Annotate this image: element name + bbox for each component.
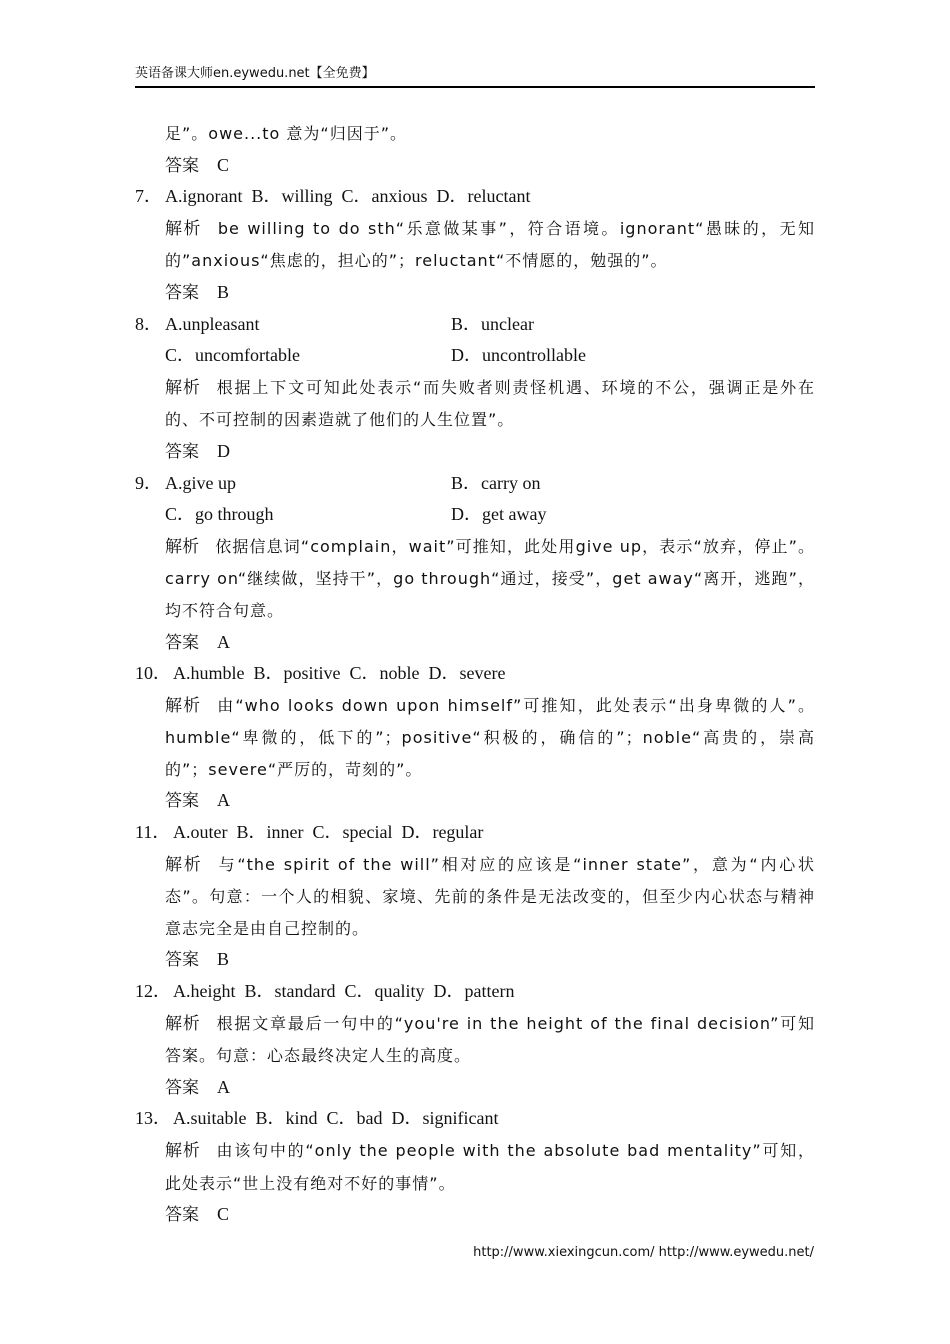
explanation-12: 解析 根据文章最后一句中的“you're in the height of the final decision”可知答案。句意：心态最终决定人生的高度。 <box>165 1013 815 1066</box>
answer-value: C <box>217 154 230 175</box>
option-d: D．get away <box>451 504 547 525</box>
answer-value: A <box>217 790 230 811</box>
question-number: 7． <box>135 186 162 207</box>
question-options: A.humble B．positive C．noble D．severe <box>173 663 506 684</box>
explanation-10: 解析 由“who looks down upon himself”可推知，此处表示“出身卑微的人”。humble“卑微的，低下的”；positive“积极的，确信的”；noble“高贵的，崇高的”；severe“严厉的，苛刻的”。 <box>165 695 815 779</box>
question-options: A.height B．standard C．quality D．pattern <box>173 981 515 1002</box>
option-a: A.give up <box>165 472 236 493</box>
question-number: 11． <box>135 822 171 843</box>
explanation-8: 解析 根据上下文可知此处表示“而失败者则责怪机遇、环境的不公，强调正是外在的、不可控制的因素造就了他们的人生位置”。 <box>165 377 815 430</box>
question-7 <box>135 181 815 213</box>
option-c: C．uncomfortable <box>165 345 300 366</box>
question-8-options-cd <box>135 340 815 372</box>
question-number: 10． <box>135 663 171 684</box>
header-text: 英语备课大师en.eywedu.net【全免费】 <box>135 66 375 81</box>
answer-value: B <box>217 281 230 302</box>
page-footer <box>473 1245 814 1260</box>
answer-9: 答案 A <box>165 631 230 653</box>
answer-13: 答案 C <box>165 1204 230 1226</box>
question-number: 9． <box>135 472 162 493</box>
question-12 <box>135 976 815 1008</box>
footer-links: http://www.xiexingcun.com/ http://www.eywedu.net/ <box>473 1245 814 1260</box>
question-options: A.outer B．inner C．special D．regular <box>173 822 484 843</box>
question-9-options-cd <box>135 499 815 531</box>
answer-12: 答案 A <box>165 1076 230 1098</box>
question-13 <box>135 1103 815 1135</box>
question-number: 12． <box>135 981 171 1002</box>
question-11 <box>135 817 815 849</box>
page-header <box>135 64 815 88</box>
option-c: C．go through <box>165 504 274 525</box>
explanation-7: 解析 be willing to do sth“乐意做某事”，符合语境。ignorant“愚昧的，无知的”anxious“焦虑的，担心的”；reluctant“不情愿的，勉强的”。 <box>165 218 815 271</box>
answer-value: B <box>217 949 230 970</box>
answer-line: 答案 C <box>165 154 230 176</box>
explanation-9: 解析 依据信息词“complain，wait”可推知，此处用give up，表示“放弃，停止”。carry on“继续做，坚持干”，go through“通过，接受”，get away“离开，逃跑”，均不符合句意。 <box>165 536 815 620</box>
answer-10: 答案 A <box>165 790 230 812</box>
answer-value: C <box>217 1204 230 1225</box>
question-options: A.suitable B．kind C．bad D．significant <box>173 1108 499 1129</box>
question-10 <box>135 658 815 690</box>
explanation-11: 解析 与“the spirit of the will”相对应的应该是“inner state”，意为“内心状态”。句意：一个人的相貌、家境、先前的条件是无法改变的，但至少内心状态与精神意志完全是由自己控制的。 <box>165 854 816 938</box>
question-8 <box>135 309 815 341</box>
option-b: B．unclear <box>451 313 534 334</box>
question-number: 8． <box>135 313 162 334</box>
question-number: 13． <box>135 1108 171 1129</box>
question-options: A.ignorant B．willing C．anxious D．reluctant <box>165 186 531 207</box>
answer-value: A <box>217 1076 230 1097</box>
explanation-13: 解析 由该句中的“only the people with the absolute bad mentality”可知，此处表示“世上没有绝对不好的事情”。 <box>165 1141 815 1193</box>
option-a: A.unpleasant <box>165 313 260 334</box>
answer-value: A <box>217 631 230 652</box>
document-body <box>135 118 815 1231</box>
question-9 <box>135 468 815 500</box>
explanation-continuation: 足”。owe...to 意为“归因于”。 <box>165 124 407 143</box>
answer-7: 答案 B <box>165 281 230 303</box>
option-b: B．carry on <box>451 472 541 493</box>
answer-value: D <box>217 440 230 461</box>
option-d: D．uncontrollable <box>451 345 586 366</box>
answer-8: 答案 D <box>165 440 230 462</box>
answer-11: 答案 B <box>165 949 230 971</box>
